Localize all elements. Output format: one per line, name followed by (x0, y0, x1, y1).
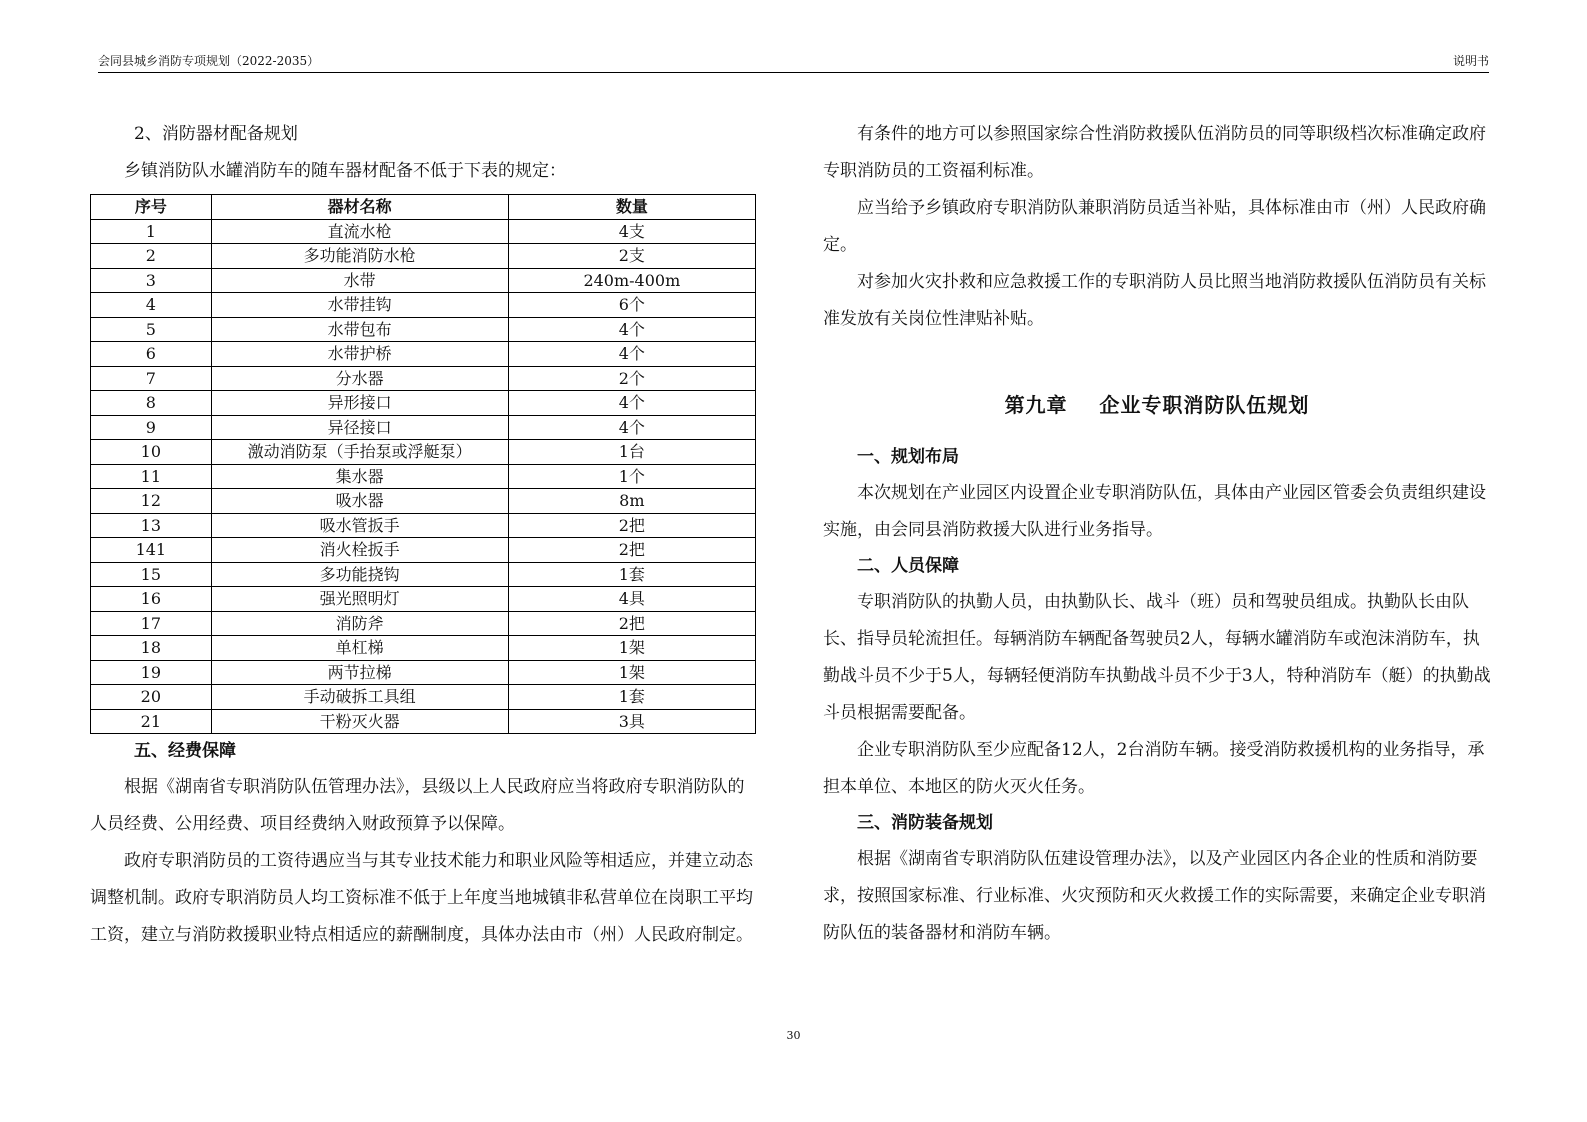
cell-item-name: 异形接口 (211, 391, 508, 416)
cell-item-name: 异径接口 (211, 415, 508, 440)
paragraph: 本次规划在产业园区内设置企业专职消防队伍，具体由产业园区管委会负责组织建设实施，由会同县消防救援大队进行业务指导。 (823, 483, 1486, 540)
table-row (91, 513, 756, 538)
cell-no: 5 (91, 317, 212, 342)
cell-no: 4 (91, 293, 212, 318)
cell-no: 17 (91, 611, 212, 636)
cell-no: 141 (91, 538, 212, 563)
page-header (98, 54, 1489, 73)
cell-no: 9 (91, 415, 212, 440)
table-row (91, 244, 756, 269)
cell-no: 8 (91, 391, 212, 416)
table-row (91, 440, 756, 465)
cell-quantity: 1台 (508, 440, 755, 465)
cell-quantity: 4个 (508, 391, 755, 416)
table-header-row (91, 195, 756, 220)
table-row (91, 709, 756, 734)
cell-quantity: 3具 (508, 709, 755, 734)
cell-no: 21 (91, 709, 212, 734)
heading-personnel: 二、人员保障 (857, 556, 959, 576)
table-row (91, 538, 756, 563)
cell-item-name: 吸水管扳手 (211, 513, 508, 538)
table-row (91, 587, 756, 612)
table-row (91, 219, 756, 244)
cell-no: 12 (91, 489, 212, 514)
table-row (91, 366, 756, 391)
cell-item-name: 集水器 (211, 464, 508, 489)
cell-quantity: 1架 (508, 636, 755, 661)
cell-item-name: 水带护桥 (211, 342, 508, 367)
cell-no: 3 (91, 268, 212, 293)
cell-no: 2 (91, 244, 212, 269)
page-number: 30 (786, 1029, 801, 1042)
table-row (91, 562, 756, 587)
cell-no: 18 (91, 636, 212, 661)
table-row (91, 268, 756, 293)
cell-quantity: 1架 (508, 660, 755, 685)
cell-quantity: 240m-400m (508, 268, 755, 293)
cell-item-name: 水带挂钩 (211, 293, 508, 318)
cell-item-name: 水带 (211, 268, 508, 293)
cell-no: 16 (91, 587, 212, 612)
paragraph: 政府专职消防员的工资待遇应当与其专业技术能力和职业风险等相适应，并建立动态调整机制。政府专职消防员人均工资标准不低于上年度当地城镇非私营单位在岗职工平均工资，建立与消防救援职业特点相适应的薪酬制度，具体办法由市（州）人民政府制定。 (90, 851, 753, 945)
cell-item-name: 手动破拆工具组 (211, 685, 508, 710)
paragraph: 有条件的地方可以参照国家综合性消防救援队伍消防员的同等职级档次标准确定政府专职消防员的工资福利标准。 (823, 124, 1486, 181)
table-row (91, 342, 756, 367)
cell-no: 1 (91, 219, 212, 244)
cell-quantity: 2把 (508, 611, 755, 636)
cell-no: 13 (91, 513, 212, 538)
paragraph: 专职消防队的执勤人员，由执勤队长、战斗（班）员和驾驶员组成。执勤队长由队长、指导员轮流担任。每辆消防车辆配备驾驶员2人，每辆水罐消防车或泡沫消防车，执勤战斗员不少于5人，每辆轻便消防车执勤战斗员不少于3人，特种消防车（艇）的执勤战斗员根据需要配备。 (823, 592, 1491, 723)
cell-quantity: 4个 (508, 415, 755, 440)
header-doc-title: 会同县城乡消防专项规划（2022-2035） (98, 54, 320, 68)
cell-quantity: 1套 (508, 685, 755, 710)
table-row (91, 611, 756, 636)
header-doc-type: 说明书 (1452, 54, 1489, 68)
cell-no: 11 (91, 464, 212, 489)
cell-no: 15 (91, 562, 212, 587)
cell-no: 10 (91, 440, 212, 465)
cell-quantity: 2把 (508, 513, 755, 538)
table-row (91, 415, 756, 440)
chapter-title: 第九章 企业专职消防队伍规划 (1004, 393, 1310, 417)
table-row (91, 489, 756, 514)
heading-equipment-plan: 三、消防装备规划 (857, 813, 993, 833)
cell-item-name: 激动消防泵（手抬泵或浮艇泵） (211, 440, 508, 465)
table-intro: 乡镇消防队水罐消防车的随车器材配备不低于下表的规定： (124, 161, 566, 181)
cell-quantity: 4支 (508, 219, 755, 244)
cell-item-name: 单杠梯 (211, 636, 508, 661)
table-row (91, 317, 756, 342)
table-row (91, 391, 756, 416)
cell-item-name: 水带包布 (211, 317, 508, 342)
table-row (91, 660, 756, 685)
cell-item-name: 强光照明灯 (211, 587, 508, 612)
cell-quantity: 1套 (508, 562, 755, 587)
heading-layout: 一、规划布局 (857, 447, 959, 467)
equipment-table (90, 194, 756, 734)
cell-item-name: 吸水器 (211, 489, 508, 514)
left-column (90, 116, 758, 954)
equipment-table-body (91, 219, 756, 734)
cell-item-name: 分水器 (211, 366, 508, 391)
cell-item-name: 直流水枪 (211, 219, 508, 244)
right-column (823, 116, 1491, 952)
header-cell-qty: 数量 (508, 195, 755, 220)
cell-no: 19 (91, 660, 212, 685)
heading-funding: 五、经费保障 (134, 741, 236, 761)
cell-no: 7 (91, 366, 212, 391)
cell-quantity: 2个 (508, 366, 755, 391)
cell-quantity: 4具 (508, 587, 755, 612)
header-cell-name: 器材名称 (211, 195, 508, 220)
table-row (91, 685, 756, 710)
cell-quantity: 2支 (508, 244, 755, 269)
paragraph: 根据《湖南省专职消防队伍管理办法》，县级以上人民政府应当将政府专职消防队的人员经费、公用经费、项目经费纳入财政预算予以保障。 (90, 777, 745, 834)
cell-item-name: 消防斧 (211, 611, 508, 636)
table-row (91, 464, 756, 489)
paragraph: 应当给予乡镇政府专职消防队兼职消防员适当补贴，具体标准由市（州）人民政府确定。 (823, 198, 1486, 255)
section-title-equipment: 2、消防器材配备规划 (134, 124, 298, 144)
paragraph: 对参加火灾扑救和应急救援工作的专职消防人员比照当地消防救援队伍消防员有关标准发放有关岗位性津贴补贴。 (823, 272, 1486, 329)
table-row (91, 636, 756, 661)
cell-item-name: 多功能消防水枪 (211, 244, 508, 269)
header-cell-no: 序号 (91, 195, 212, 220)
paragraph: 企业专职消防队至少应配备12人，2台消防车辆。接受消防救援机构的业务指导，承担本单位、本地区的防火灭火任务。 (823, 740, 1485, 797)
cell-quantity: 1个 (508, 464, 755, 489)
cell-item-name: 两节拉梯 (211, 660, 508, 685)
cell-quantity: 2把 (508, 538, 755, 563)
cell-no: 6 (91, 342, 212, 367)
cell-item-name: 多功能挠钩 (211, 562, 508, 587)
cell-no: 20 (91, 685, 212, 710)
paragraph: 根据《湖南省专职消防队伍建设管理办法》，以及产业园区内各企业的性质和消防要求，按照国家标准、行业标准、火灾预防和灭火救援工作的实际需要，来确定企业专职消防队伍的装备器材和消防车辆。 (823, 849, 1486, 943)
table-row (91, 293, 756, 318)
cell-item-name: 干粉灭火器 (211, 709, 508, 734)
cell-quantity: 4个 (508, 317, 755, 342)
cell-item-name: 消火栓扳手 (211, 538, 508, 563)
cell-quantity: 4个 (508, 342, 755, 367)
cell-quantity: 8m (508, 489, 755, 514)
cell-quantity: 6个 (508, 293, 755, 318)
